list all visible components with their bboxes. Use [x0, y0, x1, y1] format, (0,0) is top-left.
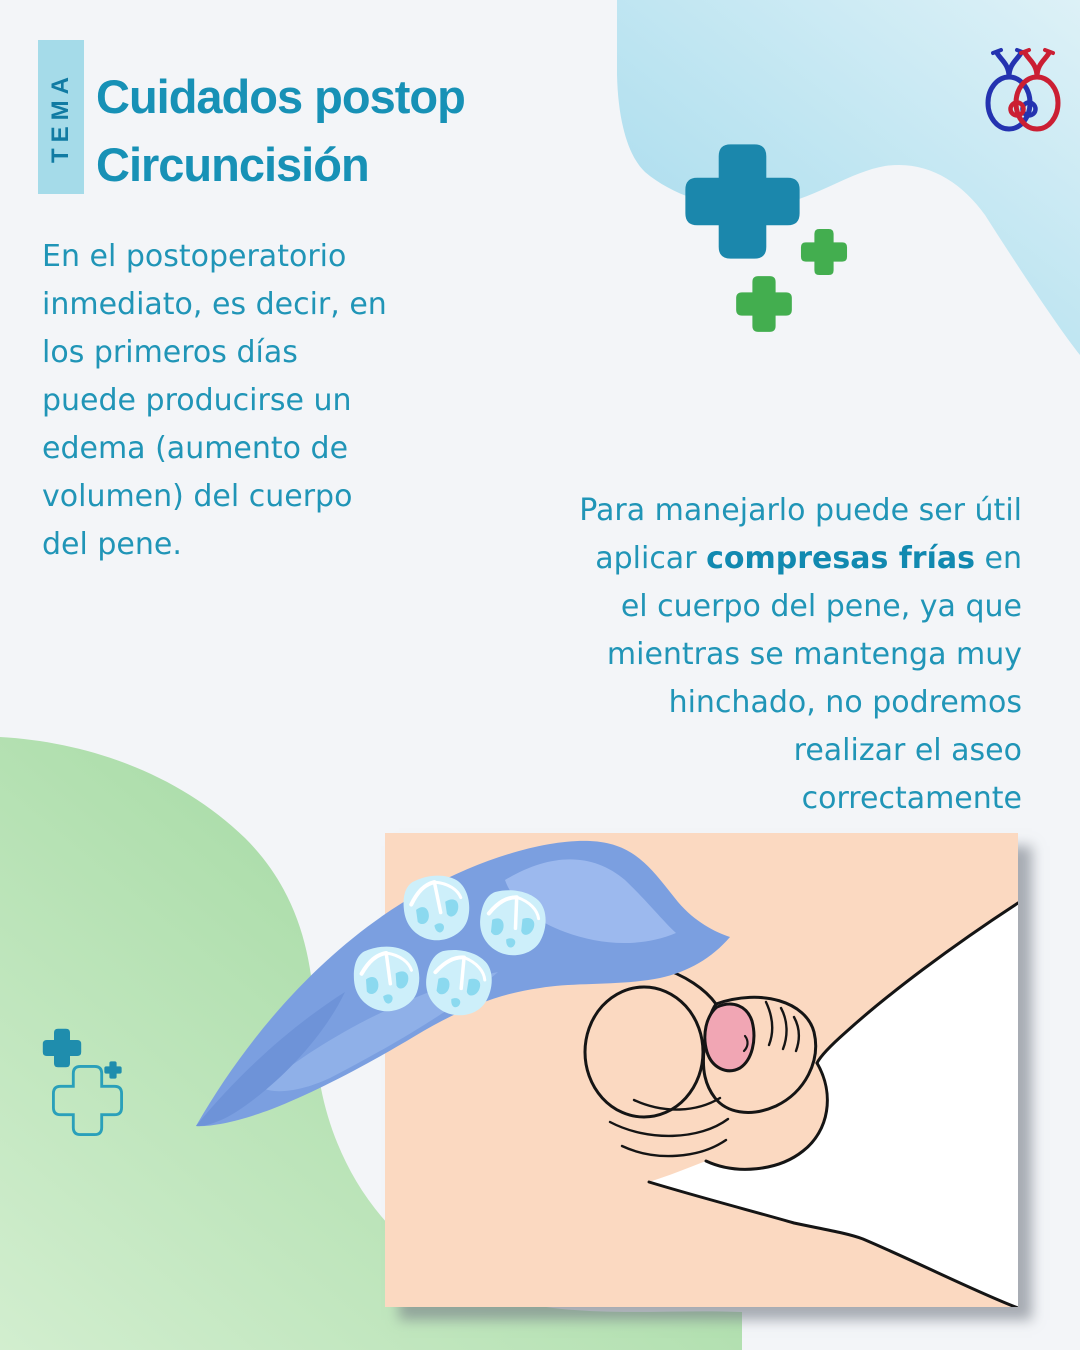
- text-line: aplicar compresas frías en: [595, 541, 1022, 576]
- text-line: hinchado, no podremos: [668, 685, 1022, 720]
- text-line: del pene.: [42, 527, 182, 562]
- text-line: mientras se mantenga muy: [606, 637, 1022, 672]
- text-line: el cuerpo del pene, ya que: [620, 589, 1022, 624]
- text-line: realizar el aseo: [793, 733, 1022, 768]
- text-line: Cuidados postop: [96, 70, 465, 124]
- text-line: edema (aumento de: [42, 431, 349, 466]
- text-line: En el postoperatorio: [42, 239, 347, 274]
- tema-badge-label: TEMA: [47, 71, 74, 163]
- text-line: puede producirse un: [42, 383, 352, 418]
- text-line: volumen) del cuerpo: [42, 479, 353, 514]
- text-line: Circuncisión: [96, 138, 369, 192]
- text-line: Para manejarlo puede ser útil: [579, 493, 1022, 528]
- text-line: los primeros días: [42, 335, 298, 370]
- text-line: correctamente: [801, 781, 1022, 816]
- text-line: inmediato, es decir, en: [42, 287, 387, 322]
